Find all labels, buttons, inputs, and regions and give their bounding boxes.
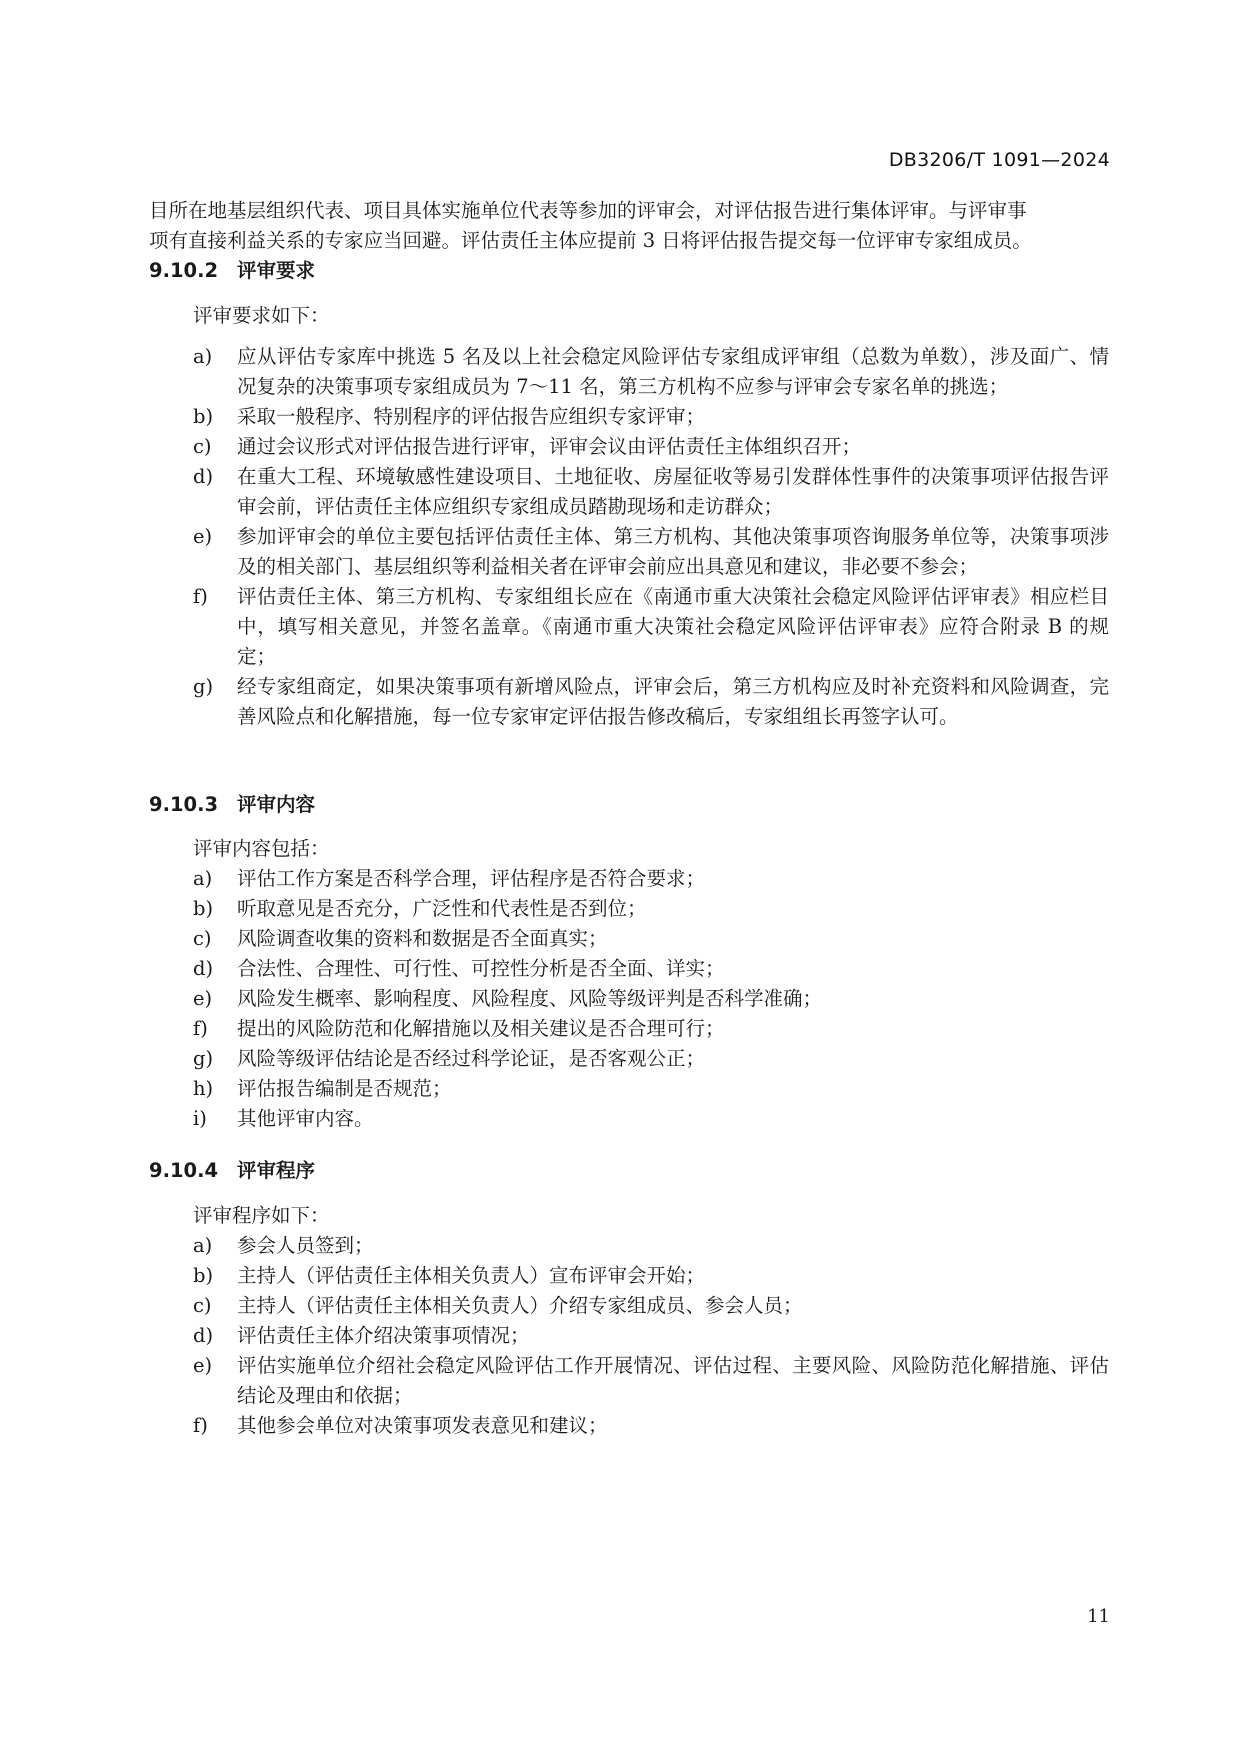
list-marker: d)	[193, 957, 214, 980]
list-item-text: 主持人（评估责任主体相关负责人）宣布评审会开始；	[237, 1264, 706, 1287]
list-marker: e)	[193, 1354, 213, 1377]
list-marker: c)	[193, 927, 212, 950]
intro-line: 目所在地基层组织代表、项目具体实施单位代表等参加的评审会，对评估报告进行集体评审。与评审事	[149, 199, 1027, 222]
procedure-list	[193, 1231, 1109, 1441]
list-marker: d)	[193, 1324, 214, 1347]
section-heading-9-10-3	[149, 790, 315, 820]
list-marker: g)	[193, 675, 214, 698]
list-item	[193, 864, 1109, 894]
list-item-text: 在重大工程、环境敏感性建设项目、土地征收、房屋征收等易引发群体性事件的决策事项评估报告评审会前，评估责任主体应组织专家组成员踏勘现场和走访群众；	[237, 465, 1109, 518]
list-item	[193, 1351, 1109, 1411]
intro-paragraph	[149, 196, 1109, 256]
list-item	[193, 1321, 1109, 1351]
list-marker: b)	[193, 1264, 214, 1287]
page-body	[149, 196, 1109, 1437]
section-number: 9.10.2	[149, 259, 219, 282]
section-title: 评审程序	[237, 1159, 316, 1182]
section-number: 9.10.4	[149, 1159, 219, 1182]
list-item-text: 合法性、合理性、可行性、可控性分析是否全面、详实；	[237, 957, 725, 980]
list-item-text: 经专家组商定，如果决策事项有新增风险点，评审会后，第三方机构应及时补充资料和风险调查，完善风险点和化解措施，每一位专家审定评估报告修改稿后，专家组组长再签字认可。	[237, 675, 1109, 728]
list-item	[193, 924, 1109, 954]
list-item-text: 风险调查收集的资料和数据是否全面真实；	[237, 927, 608, 950]
list-marker: a)	[193, 1234, 213, 1257]
list-item	[193, 984, 1109, 1014]
list-item	[193, 672, 1109, 732]
list-item	[193, 1261, 1109, 1291]
section-title: 评审要求	[237, 259, 316, 282]
list-item	[193, 1104, 1109, 1134]
requirement-list	[193, 342, 1109, 732]
section-lead: 评审内容包括：	[193, 837, 330, 860]
list-item-text: 其他参会单位对决策事项发表意见和建议；	[237, 1414, 608, 1437]
list-item	[193, 522, 1109, 582]
list-item	[193, 1231, 1109, 1261]
list-item-text: 主持人（评估责任主体相关负责人）介绍专家组成员、参会人员；	[237, 1294, 803, 1317]
list-item-text: 风险等级评估结论是否经过科学论证，是否客观公正；	[237, 1047, 706, 1070]
header-doc-code: DB3206/T 1091—2024	[888, 149, 1110, 171]
list-marker: b)	[193, 897, 214, 920]
list-marker: e)	[193, 525, 213, 548]
section-heading-9-10-4	[149, 1156, 315, 1186]
list-item-text: 其他评审内容。	[237, 1107, 374, 1130]
list-item-text: 参会人员签到；	[237, 1234, 374, 1257]
list-item	[193, 1044, 1109, 1074]
list-marker: f)	[193, 585, 208, 608]
list-marker: f)	[193, 1414, 208, 1437]
list-item	[193, 582, 1109, 672]
list-marker: d)	[193, 465, 214, 488]
content-list	[193, 864, 1109, 1134]
list-marker: h)	[193, 1077, 214, 1100]
list-item	[193, 402, 1109, 432]
list-item-text: 听取意见是否充分，广泛性和代表性是否到位；	[237, 897, 647, 920]
list-marker: c)	[193, 435, 212, 458]
list-marker: a)	[193, 867, 213, 890]
section-title: 评审内容	[237, 793, 316, 816]
list-item-text: 应从评估专家库中挑选 5 名及以上社会稳定风险评估专家组成评审组（总数为单数），涉及面广、情况复杂的决策事项专家组成员为 7～11 名，第三方机构不应参与评审会专家名单的挑选；	[237, 345, 1109, 398]
list-item-text: 评估责任主体、第三方机构、专家组组长应在《南通市重大决策社会稳定风险评估评审表》相应栏目中，填写相关意见，并签名盖章。《南通市重大决策社会稳定风险评估评审表》应符合附录 B 的规定；	[237, 585, 1109, 668]
list-item-text: 评估责任主体介绍决策事项情况；	[237, 1324, 530, 1347]
list-item	[193, 1411, 1109, 1441]
list-item	[193, 462, 1109, 522]
section-lead: 评审程序如下：	[193, 1204, 330, 1227]
list-item-text: 评估报告编制是否规范；	[237, 1077, 452, 1100]
section-heading-9-10-2	[149, 256, 315, 286]
list-item	[193, 1291, 1109, 1321]
section-lead: 评审要求如下：	[193, 304, 330, 327]
list-item-text: 提出的风险防范和化解措施以及相关建议是否合理可行；	[237, 1017, 725, 1040]
list-marker: g)	[193, 1047, 214, 1070]
list-marker: a)	[193, 345, 213, 368]
list-item	[193, 1074, 1109, 1104]
section-number: 9.10.3	[149, 793, 219, 816]
list-marker: i)	[193, 1107, 207, 1130]
list-item	[193, 894, 1109, 924]
list-marker: c)	[193, 1294, 212, 1317]
list-marker: f)	[193, 1017, 208, 1040]
list-item	[193, 432, 1109, 462]
intro-line: 项有直接利益关系的专家应当回避。评估责任主体应提前 3 日将评估报告提交每一位评审专家组成员。	[149, 229, 1032, 252]
list-item-text: 风险发生概率、影响程度、风险程度、风险等级评判是否科学准确；	[237, 987, 823, 1010]
list-marker: b)	[193, 405, 214, 428]
list-marker: e)	[193, 987, 213, 1010]
list-item	[193, 342, 1109, 402]
list-item	[193, 1014, 1109, 1044]
list-item-text: 评估实施单位介绍社会稳定风险评估工作开展情况、评估过程、主要风险、风险防范化解措施、评估结论及理由和依据；	[237, 1354, 1109, 1407]
list-item-text: 参加评审会的单位主要包括评估责任主体、第三方机构、其他决策事项咨询服务单位等，决策事项涉及的相关部门、基层组织等利益相关者在评审会前应出具意见和建议，非必要不参会；	[237, 525, 1109, 578]
list-item-text: 通过会议形式对评估报告进行评审，评审会议由评估责任主体组织召开；	[237, 435, 862, 458]
list-item-text: 采取一般程序、特别程序的评估报告应组织专家评审；	[237, 405, 706, 428]
list-item-text: 评估工作方案是否科学合理，评估程序是否符合要求；	[237, 867, 706, 890]
page-number: 11	[1087, 1606, 1110, 1627]
list-item	[193, 954, 1109, 984]
